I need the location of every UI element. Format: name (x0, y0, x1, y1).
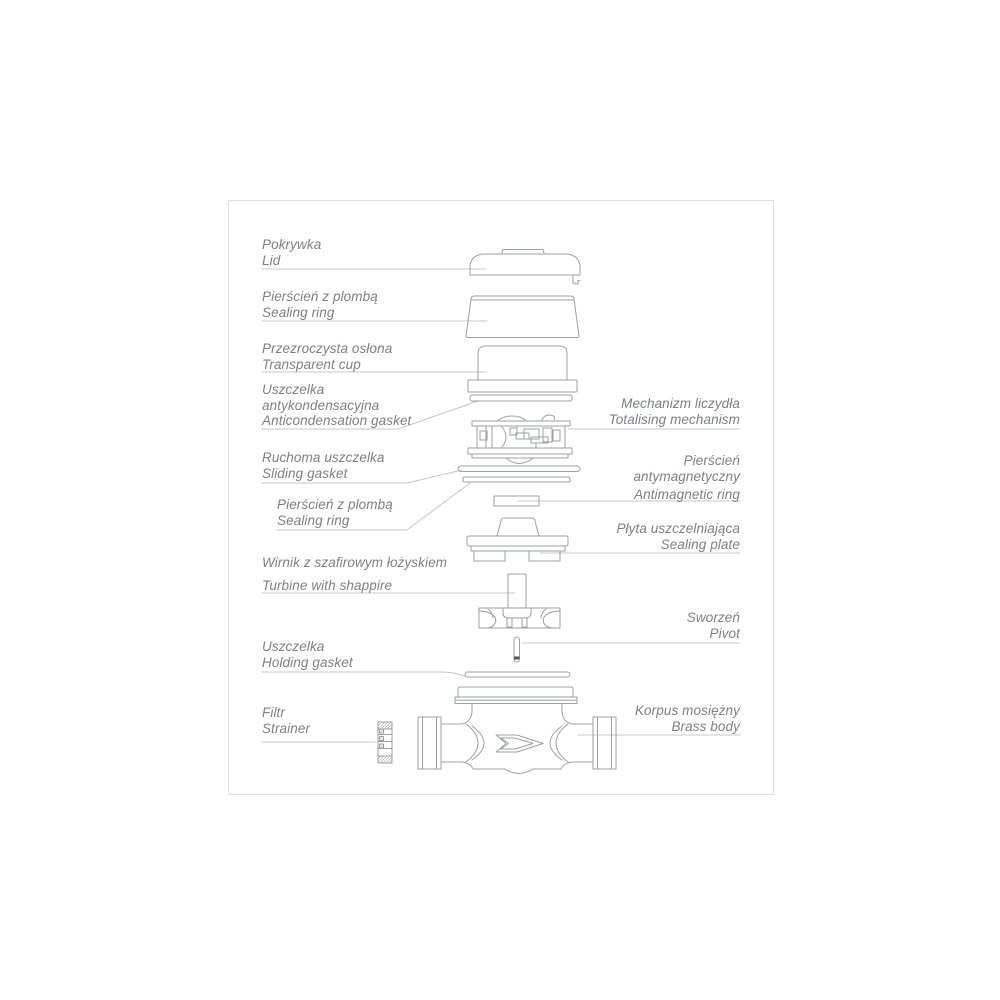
label-antimagnetic-ring-en: Antimagnetic ring (633, 487, 740, 502)
label-pivot-en: Pivot (709, 625, 740, 641)
label-turbine (262, 555, 512, 593)
label-lid-en: Lid (262, 252, 281, 268)
label-sealing-ring-top-pl: Pierścień z plombą (262, 289, 378, 304)
label-holding-gasket-pl: Uszczelka (262, 639, 325, 654)
label-lid (262, 237, 462, 268)
label-sealing-ring-top-en: Sealing ring (262, 304, 335, 320)
label-totalising-mechanism-en: Totalising mechanism (608, 411, 740, 427)
label-anticondensation-gasket-en: Anticondensation gasket (262, 413, 412, 428)
label-sealing-plate-pl: Płyta uszczelniająca (616, 521, 740, 536)
label-sliding-gasket-pl: Ruchoma uszczelka (262, 450, 385, 465)
label-turbine-pl: Wirnik z szafirowym łożyskiem (262, 555, 448, 570)
label-sealing-ring-bottom-pl: Pierścień z plombą (277, 497, 393, 512)
label-sliding-gasket (262, 450, 462, 481)
label-transparent-cup-pl: Przezroczysta osłona (262, 341, 393, 356)
label-totalising-mechanism-pl: Mechanizm liczydła (621, 396, 740, 411)
label-sealing-plate-en: Sealing plate (660, 536, 740, 552)
label-strainer-pl: Filtr (262, 705, 285, 720)
part-sealing-ring-top (466, 296, 579, 338)
label-sealing-plate (540, 521, 740, 552)
chevron-logo-icon (496, 735, 543, 752)
label-sealing-ring-bottom (277, 497, 477, 528)
label-holding-gasket (262, 639, 462, 670)
label-brass-body (540, 703, 740, 734)
part-lid (470, 250, 580, 285)
label-turbine-en: Turbine with shappire (262, 577, 393, 593)
label-brass-body-en: Brass body (671, 718, 740, 734)
label-sliding-gasket-en: Sliding gasket (262, 465, 348, 481)
label-strainer-en: Strainer (262, 720, 311, 736)
label-pivot (590, 610, 740, 641)
label-anticondensation-gasket (262, 382, 432, 429)
label-antimagnetic-ring (590, 453, 740, 503)
label-anticondensation-gasket-pl: Uszczelka antykondensacyjna (262, 382, 380, 413)
label-brass-body-pl: Korpus mosiężny (634, 703, 740, 718)
label-strainer (262, 705, 462, 736)
label-holding-gasket-en: Holding gasket (262, 654, 353, 670)
part-holding-gasket (465, 672, 570, 677)
label-totalising-mechanism (540, 396, 740, 427)
part-sliding-gasket (458, 466, 580, 472)
label-sealing-ring-bottom-en: Sealing ring (277, 512, 350, 528)
leader-holding-gasket (262, 672, 465, 676)
label-pivot-pl: Sworzeń (686, 610, 740, 625)
label-sealing-ring-top (262, 289, 462, 320)
label-transparent-cup (262, 341, 462, 372)
part-pivot (514, 637, 520, 662)
label-lid-pl: Pokrywka (262, 237, 322, 252)
label-transparent-cup-en: Transparent cup (262, 356, 361, 372)
label-antimagnetic-ring-pl: Pierścień antymagnetyczny (633, 453, 740, 484)
part-sealing-ring-bottom (463, 477, 570, 482)
part-transparent-cup (468, 346, 577, 392)
